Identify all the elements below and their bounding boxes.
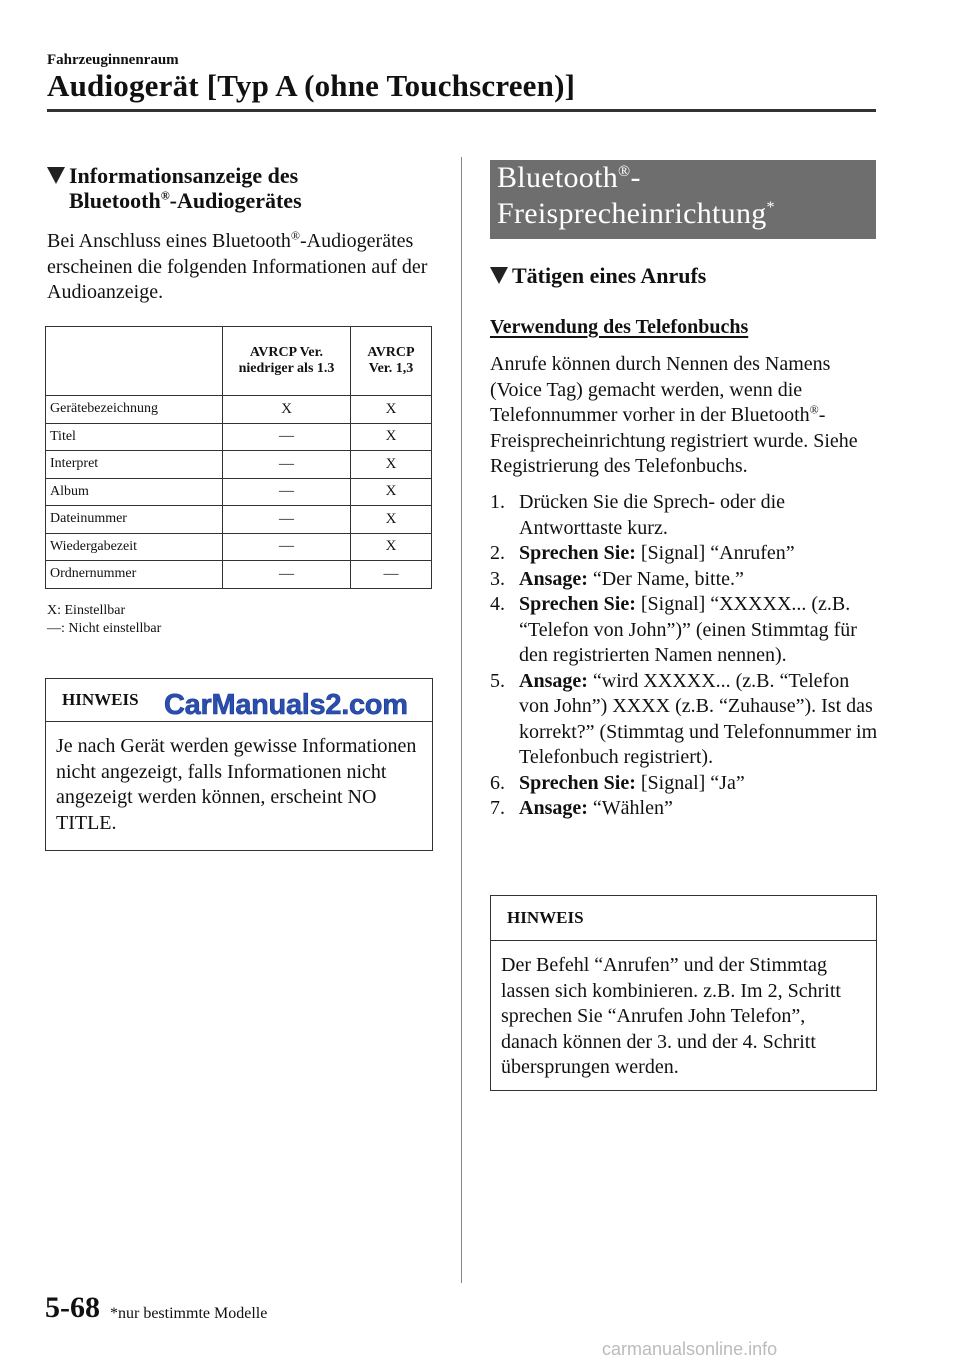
legend-not-settable: —: Nicht einstellbar xyxy=(47,621,162,636)
page-number: 5-68 xyxy=(45,1291,100,1324)
table-row xyxy=(46,478,432,506)
row-value: — xyxy=(223,423,351,451)
step-keyword: Ansage: xyxy=(519,797,588,819)
row-value: X xyxy=(351,451,432,479)
note-box-info xyxy=(45,678,433,851)
footnote-mark: * xyxy=(766,199,775,216)
title-rule xyxy=(47,109,876,112)
banner-line-1 xyxy=(490,160,876,196)
table-row xyxy=(46,533,432,561)
step-keyword: Sprechen Sie: xyxy=(519,771,636,794)
list-item xyxy=(490,541,880,567)
info-intro-paragraph xyxy=(47,229,437,306)
section-label: Fahrzeuginnenraum xyxy=(47,52,179,68)
row-value: — xyxy=(223,506,351,534)
column-divider xyxy=(461,157,462,1283)
table-row xyxy=(46,396,432,424)
heading-line-2 xyxy=(47,188,447,213)
list-item xyxy=(490,771,880,797)
note-body: Der Befehl “Anrufen” und der Stimmtag lassen sich kombinieren. z.B. Im 2, Schritt sprechen Sie “Anrufen John Telefon”, danach können der 3. und der 4. Schritt übersprungen werden. xyxy=(501,954,841,1078)
row-label: Dateinummer xyxy=(46,506,223,534)
step-text: “wird XXXXX... (z.B. “Telefon von John”) XXXX (z.B. “Zuhause”). Ist das korrekt?” (Stimmtag und Telefonnummer im Telefonbuch registriert). xyxy=(519,669,878,768)
list-item xyxy=(490,490,880,541)
step-number: 4. xyxy=(490,593,505,615)
registered-mark: ® xyxy=(809,402,819,417)
list-item xyxy=(490,796,880,822)
step-text: [Signal] “XXXXX... (z.B. “Telefon von John”)” (einen Stimmtag für den registrierten Namen nennen). xyxy=(519,593,857,666)
table-header-row xyxy=(46,327,432,396)
call-intro-paragraph xyxy=(490,352,880,480)
info-display-heading xyxy=(47,163,447,213)
step-keyword: Sprechen Sie: xyxy=(519,593,636,615)
note-title: HINWEIS xyxy=(62,690,139,709)
step-text: [Signal] “Ja” xyxy=(635,771,745,794)
row-label: Interpret xyxy=(46,451,223,479)
intro-text-cont: -Freisprecheinrichtung registriert wurde. Siehe Registrierung des Telefonbuchs. xyxy=(490,404,858,477)
row-value: X xyxy=(223,396,351,424)
row-value: — xyxy=(223,478,351,506)
step-keyword: Ansage: xyxy=(519,567,588,590)
banner-text: Bluetooth xyxy=(497,161,619,194)
table-row xyxy=(46,506,432,534)
note-head xyxy=(491,896,876,941)
step-text: [Signal] “Anrufen” xyxy=(635,542,795,564)
heading-text: Tätigen eines Anrufs xyxy=(512,263,707,288)
table-row xyxy=(46,451,432,479)
row-value: X xyxy=(351,506,432,534)
table-row xyxy=(46,561,432,589)
row-value: X xyxy=(351,478,432,506)
heading-line-2-text: Bluetooth xyxy=(69,188,161,213)
table-header-empty xyxy=(46,327,223,396)
step-number: 5. xyxy=(490,669,505,692)
step-keyword: Sprechen Sie: xyxy=(519,542,636,564)
step-text: Drücken Sie die Sprech- oder die Antworttaste kurz. xyxy=(519,491,786,539)
list-item xyxy=(490,592,880,669)
table-legend xyxy=(47,602,161,638)
row-label: Titel xyxy=(46,423,223,451)
phonebook-subheading: Verwendung des Telefonbuchs xyxy=(490,316,749,338)
table-header-avrcp-13 xyxy=(351,327,432,396)
step-keyword: Ansage: xyxy=(519,669,588,692)
note-box-call xyxy=(490,895,877,1091)
table-row xyxy=(46,423,432,451)
note-body: Je nach Gerät werden gewisse Informationen nicht angezeigt, falls Informationen nicht angezeigt werden können, erscheint NO TITLE. xyxy=(56,735,417,834)
avrcp-table xyxy=(45,326,432,589)
row-label: Gerätebezeichnung xyxy=(46,396,223,424)
making-call-heading xyxy=(490,263,706,288)
registered-mark: ® xyxy=(160,188,170,203)
site-watermark: carmanualsonline.info xyxy=(602,1339,778,1359)
intro-text-cont: -Audiogerätes erscheinen die folgenden Informationen auf der Audioanzeige. xyxy=(47,230,428,303)
row-value: — xyxy=(223,451,351,479)
bluetooth-handsfree-banner xyxy=(490,160,876,239)
row-label: Ordnernummer xyxy=(46,561,223,589)
heading-line-1: Informationsanzeige des xyxy=(69,163,299,188)
row-label: Wiedergabezeit xyxy=(46,533,223,561)
row-value: X xyxy=(351,533,432,561)
triangle-bullet-icon xyxy=(47,167,65,184)
row-value: — xyxy=(351,561,432,589)
row-value: X xyxy=(351,423,432,451)
note-title: HINWEIS xyxy=(507,908,584,927)
row-value: X xyxy=(351,396,432,424)
step-text: “Wählen” xyxy=(587,797,673,819)
header-text: AVRCP Ver. niedriger als 1.3 xyxy=(238,345,335,376)
carmanuals-watermark: CarManuals2.com xyxy=(164,689,408,721)
header-text: AVRCP Ver. 1,3 xyxy=(367,345,415,376)
row-label: Album xyxy=(46,478,223,506)
intro-text: Anrufe können durch Nennen des Namens (Voice Tag) gemacht werden, wenn die Telefonnummer vorher in der Bluetooth xyxy=(490,353,831,426)
heading-line-2-suffix: -Audiogerätes xyxy=(169,188,302,213)
step-text: “Der Name, bitte.” xyxy=(587,567,744,590)
banner-hyphen: - xyxy=(630,161,641,194)
row-value: — xyxy=(223,561,351,589)
registered-mark: ® xyxy=(290,228,301,243)
table-header-avrcp-low xyxy=(223,327,351,396)
call-steps-list xyxy=(490,490,880,822)
page-title: Audiogerät [Typ A (ohne Touchscreen)] xyxy=(47,68,576,103)
registered-mark: ® xyxy=(618,163,631,180)
step-number: 2. xyxy=(490,542,505,564)
intro-text: Bei Anschluss eines Bluetooth xyxy=(47,230,291,252)
legend-settable: X: Einstellbar xyxy=(47,603,126,618)
list-item xyxy=(490,669,880,771)
step-number: 6. xyxy=(490,771,505,794)
list-item xyxy=(490,567,880,593)
banner-line-2 xyxy=(490,196,876,232)
banner-text: Freisprecheinrichtung xyxy=(497,197,767,230)
step-number: 1. xyxy=(490,491,505,513)
row-value: — xyxy=(223,533,351,561)
step-number: 7. xyxy=(490,797,505,819)
footnote: *nur bestimmte Modelle xyxy=(110,1305,268,1322)
step-number: 3. xyxy=(490,567,505,590)
note-head xyxy=(46,679,432,722)
triangle-bullet-icon xyxy=(490,267,508,284)
